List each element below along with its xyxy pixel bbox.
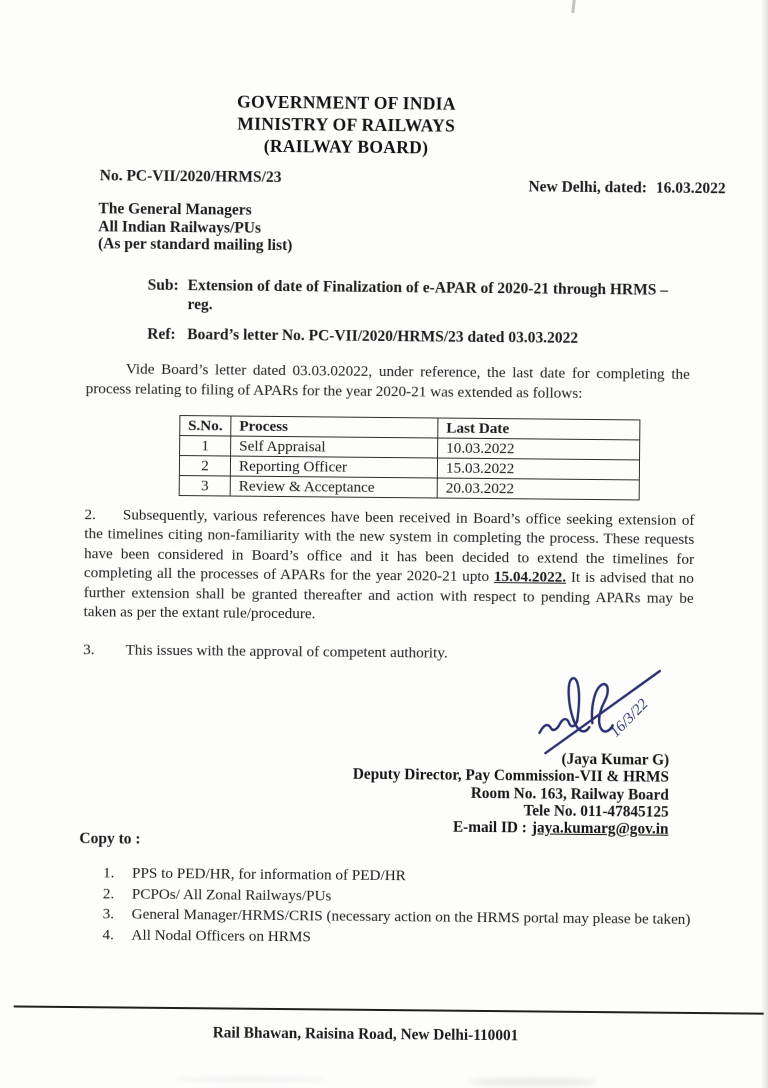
- addressee-line: (As per standard mailing list): [97, 235, 293, 255]
- addressee-line: The General Managers: [98, 200, 252, 219]
- date-value: 16.03.2022: [655, 179, 726, 198]
- email-label: E-mail ID :: [452, 818, 527, 837]
- subject-label: Sub:: [147, 276, 179, 295]
- subject-line-1: Extension of date of Finalization of e-APAR of 2020-21 through HRMS –: [187, 277, 669, 299]
- cell-last-date: 20.03.2022: [437, 478, 639, 500]
- cell-process: Review & Acceptance: [230, 476, 437, 498]
- signatory-phone: Tele No. 011-47845125: [523, 802, 669, 821]
- deadline-highlight: 15.04.2022.: [493, 568, 567, 586]
- paragraph-2-text-before: Subsequently, various references have been received in Board’s office seeking extension of the timelines citing non-familiarity with the new system in completing the process. These requests have been considered in Board’s office and it has been decided to extend the timelines for completing all the processes of APARs for the year 2020-21 upto: [83, 506, 695, 586]
- paragraph-3-number: 3.: [83, 641, 95, 659]
- subject-block: [147, 276, 668, 319]
- paragraph-1: Vide Board’s letter dated 03.03.02022, under reference, the last date for completing the process relating to filing of APARs for the year 2020-21 was extended as follows:: [85, 360, 690, 402]
- cell-sno: 2: [179, 456, 230, 476]
- letterhead: [0, 88, 731, 161]
- footer-address: Rail Bhawan, Raisina Road, New Delhi-110001: [212, 1024, 519, 1045]
- list-item-text: General Manager/HRMS/CRIS (necessary action on the HRMS portal may please be taken): [131, 905, 691, 929]
- list-item-text: PPS to PED/HR, for information of PED/HR: [131, 864, 406, 885]
- subject-text: [187, 276, 668, 319]
- paragraph-3-text: This issues with the approval of competent authority.: [125, 641, 448, 662]
- addressee-block: [98, 200, 293, 255]
- cell-process: Reporting Officer: [230, 456, 437, 478]
- handwritten-date: 16/3/22: [606, 695, 652, 741]
- addressee-line: All Indian Railways/PUs: [98, 217, 262, 237]
- cell-process: Self Appraisal: [231, 436, 438, 458]
- scan-edge-shadow: [761, 0, 768, 1088]
- cell-sno: 1: [180, 436, 231, 456]
- place-and-date: [528, 178, 725, 198]
- column-header-sno: S.No.: [180, 416, 231, 436]
- file-number: No. PC-VII/2020/HRMS/23: [99, 167, 282, 186]
- scan-smudge: [175, 1077, 325, 1082]
- list-item-number: 4.: [102, 926, 114, 944]
- copy-to-label: Copy to :: [79, 830, 141, 848]
- cell-last-date: 10.03.2022: [438, 438, 640, 460]
- cell-last-date: 15.03.2022: [437, 458, 639, 480]
- scan-smudge: [468, 1078, 598, 1086]
- letterhead-line-board: (RAILWAY BOARD): [263, 135, 429, 158]
- list-item-number: 3.: [102, 905, 115, 923]
- paragraph-2: [83, 505, 694, 627]
- reference-block: [147, 325, 707, 349]
- letterhead-line-government: GOVERNMENT OF INDIA: [237, 91, 456, 114]
- signatory-email-line: [238, 817, 668, 838]
- column-header-process: Process: [231, 416, 438, 438]
- email-address: jaya.kumarg@gov.in: [531, 819, 669, 838]
- paragraph-2-text-after: It is advised that no further extension shall be granted thereafter and action with respect to pending APARs may be taken as per the extant rule/procedure.: [83, 568, 694, 623]
- copy-to-list: [102, 863, 717, 951]
- list-item-number: 2.: [102, 884, 115, 903]
- cell-sno: 3: [179, 476, 230, 496]
- signature-stroke: [540, 678, 590, 733]
- reference-label: Ref:: [147, 325, 176, 343]
- signatory-block: [238, 748, 669, 839]
- column-header-last-date: Last Date: [438, 418, 640, 440]
- apar-timeline-table: [179, 415, 641, 500]
- list-item-text: PCPOs/ All Zonal Railways/PUs: [131, 885, 332, 905]
- signatory-office: Room No. 163, Railway Board: [470, 784, 669, 804]
- reference-text: Board’s letter No. PC-VII/2020/HRMS/23 dated 03.03.2022: [187, 326, 579, 347]
- letterhead-line-ministry: MINISTRY OF RAILWAYS: [237, 113, 456, 136]
- date-label: New Delhi, dated:: [528, 178, 647, 197]
- list-item-text: All Nodal Officers on HRMS: [131, 926, 311, 946]
- paragraph-2-number: 2.: [84, 506, 96, 524]
- table-row: [179, 476, 639, 500]
- handwritten-signature: [529, 663, 672, 761]
- subject-line-2: reg.: [187, 296, 213, 314]
- footer-divider: [14, 1005, 764, 1014]
- signatory-name: (Jaya Kumar G): [561, 750, 670, 769]
- signatory-designation: Deputy Director, Pay Commission-VII & HRMS: [352, 766, 670, 787]
- paragraph-3: [83, 641, 448, 662]
- list-item-number: 1.: [102, 864, 115, 882]
